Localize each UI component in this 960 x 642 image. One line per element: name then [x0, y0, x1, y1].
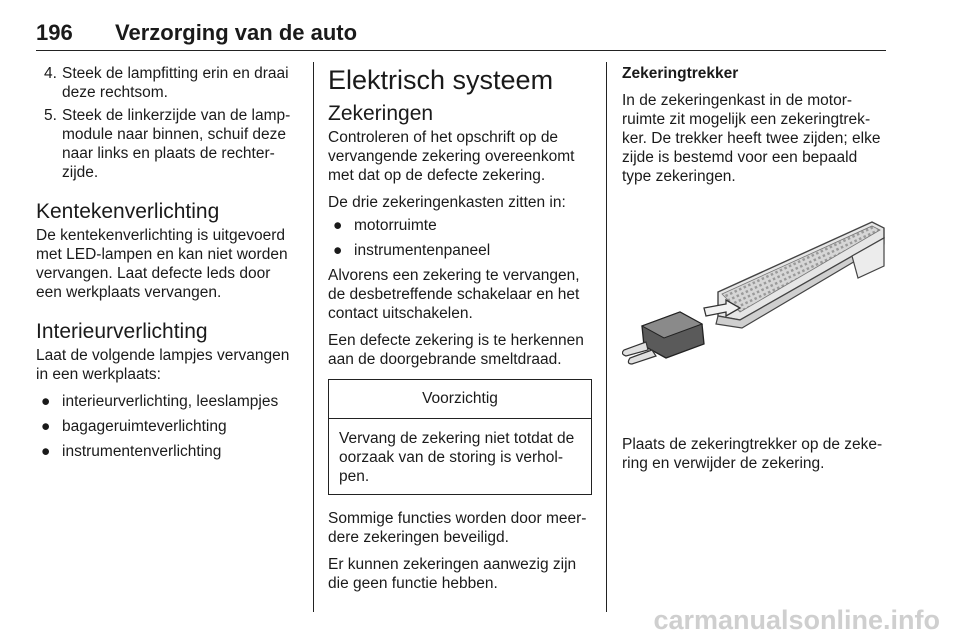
- step-item: [36, 64, 298, 102]
- watermark: carmanualsonline.info: [653, 605, 940, 635]
- list-item-text: motorruimte: [354, 217, 437, 234]
- zekeringen-p1: Controleren of het opschrift op de vervangende zekering overeenkomt met dat op de defecte zekering.: [328, 129, 575, 184]
- figure-caption: Plaats de zekeringtrekker op de zekering en verwijder de zekering.: [622, 436, 883, 472]
- zekeringtrekker-heading: Zekeringtrekker: [622, 65, 739, 82]
- warning-title: Voorzichtig: [329, 380, 591, 419]
- interieur-text: Laat de volgende lampjes vervangen in een werkplaats:: [36, 347, 290, 383]
- kenteken-heading: Kentekenverlichting: [36, 200, 220, 223]
- bullet-icon: ●: [333, 242, 343, 259]
- warning-box: [328, 379, 592, 495]
- list-item: [36, 392, 298, 411]
- fuse-puller-illustration: [622, 216, 888, 406]
- column-divider-2: [606, 62, 607, 612]
- list-item-text: instrumentenverlichting: [62, 443, 222, 460]
- zekeringen-p4: Een defecte zekering is te herkennen aan de doorgebrande smeltdraad.: [328, 332, 584, 368]
- fuse: [622, 312, 704, 364]
- fusebox-list: [328, 216, 594, 260]
- warning-text: Vervang de zekering niet totdat de oorzaak van de storing is verholpen.: [339, 430, 575, 485]
- bullet-icon: ●: [41, 418, 51, 435]
- steps-list: [36, 64, 298, 182]
- list-item: [328, 216, 594, 235]
- zekeringtrekker-text: In de zekeringenkast in de motorruimte zit mogelijk een zekeringtrekker. De trekker heeft twee zijden; elke zijde is bestemd voor een bepaald type zekeringen.: [622, 92, 881, 185]
- page-number: 196: [36, 20, 73, 45]
- list-item-text: interieurverlichting, leeslampjes: [62, 393, 279, 410]
- step-number: 4.: [44, 65, 57, 82]
- zekeringen-p2: De drie zekeringenkasten zitten in:: [328, 194, 566, 211]
- step-text: Steek de lampfitting erin en draai deze rechtsom.: [62, 65, 289, 101]
- zekeringen-heading: Zekeringen: [328, 102, 434, 125]
- header-divider: [36, 50, 886, 51]
- column-divider-1: [313, 62, 314, 612]
- bullet-icon: ●: [41, 443, 51, 460]
- kenteken-text: De kentekenverlichting is uitgevoerd met LED-lampen en kan niet worden vervangen. Laat defecte leds door een werkplaats vervangen.: [36, 227, 288, 301]
- interieur-heading: Interieurverlichting: [36, 320, 208, 343]
- column-middle: [328, 64, 594, 601]
- chapter-title: Verzorging van de auto: [115, 20, 358, 45]
- bullet-icon: ●: [333, 217, 343, 234]
- list-item: [36, 442, 298, 461]
- step-item: [36, 106, 298, 182]
- zekeringen-p3: Alvorens een zekering te vervangen, de desbetreffende schakelaar en het contact uitschakelen.: [328, 267, 580, 322]
- page-header: [36, 20, 886, 50]
- column-right: [622, 64, 888, 481]
- list-item-text: bagageruimteverlichting: [62, 418, 227, 435]
- section-title: Elektrisch systeem: [328, 65, 554, 95]
- fuse-puller: [716, 222, 884, 328]
- step-number: 5.: [44, 107, 57, 124]
- list-item-text: instrumentenpaneel: [354, 242, 491, 259]
- interieur-list: [36, 392, 298, 461]
- zekeringen-p6: Er kunnen zekeringen aanwezig zijn die geen functie hebben.: [328, 556, 577, 592]
- step-text: Steek de linkerzijde van de lampmodule naar binnen, schuif deze naar links en plaats de rechterzijde.: [62, 107, 291, 181]
- column-left: [36, 64, 298, 467]
- list-item: [328, 241, 594, 260]
- list-item: [36, 417, 298, 436]
- zekeringen-p5: Sommige functies worden door meerdere zekeringen beveiligd.: [328, 510, 587, 546]
- bullet-icon: ●: [41, 393, 51, 410]
